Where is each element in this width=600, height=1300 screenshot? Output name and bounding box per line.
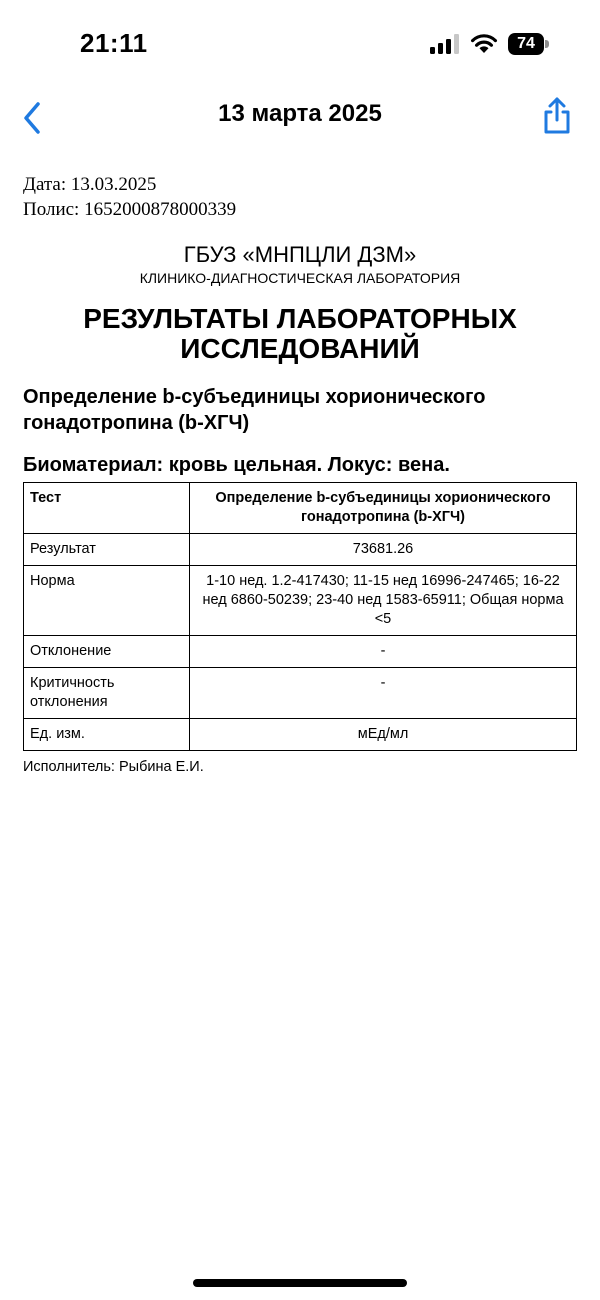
cellular-signal-icon bbox=[430, 34, 460, 54]
table-row-label: Результат bbox=[24, 534, 190, 566]
organization-subtitle: КЛИНИКО-ДИАГНОСТИЧЕСКАЯ ЛАБОРАТОРИЯ bbox=[139, 270, 461, 286]
table-row-result bbox=[24, 534, 577, 566]
table-row-value: - bbox=[190, 668, 577, 719]
table-row-criticality bbox=[24, 668, 577, 719]
policy-number: Полис: 1652000878000339 bbox=[23, 199, 237, 220]
table-row-value: 73681.26 bbox=[190, 534, 577, 566]
home-indicator[interactable] bbox=[193, 1279, 407, 1287]
executor-name: Исполнитель: Рыбина Е.И. bbox=[23, 759, 204, 775]
table-row-label: Норма bbox=[24, 566, 190, 636]
status-bar bbox=[0, 0, 600, 90]
battery-indicator: 74 bbox=[508, 33, 544, 55]
results-table bbox=[23, 482, 577, 751]
table-row-value: 1-10 нед. 1.2-417430; 11-15 нед 16996-247465; 16-22 нед 6860-50239; 23-40 нед 1583-65911; Общая норма <5 bbox=[190, 566, 577, 636]
battery-cap bbox=[545, 40, 549, 48]
report-date: Дата: 13.03.2025 bbox=[23, 174, 157, 195]
table-row-deviation bbox=[24, 636, 577, 668]
report-heading: РЕЗУЛЬТАТЫ ЛАБОРАТОРНЫХ ИССЛЕДОВАНИЙ bbox=[83, 303, 517, 364]
table-header-label: Тест bbox=[24, 483, 190, 534]
table-row-units bbox=[24, 719, 577, 751]
biomaterial-info: Биоматериал: кровь цельная. Локус: вена. bbox=[23, 454, 450, 476]
table-row-norm bbox=[24, 566, 577, 636]
table-row-label: Критичность отклонения bbox=[24, 668, 190, 719]
table-row-label: Отклонение bbox=[24, 636, 190, 668]
lab-report-document bbox=[23, 172, 577, 777]
table-row-value: - bbox=[190, 636, 577, 668]
navigation-bar bbox=[0, 92, 600, 142]
table-row-value: мЕд/мл bbox=[190, 719, 577, 751]
table-header-value: Определение b-субъединицы хорионического гонадотропина (b-ХГЧ) bbox=[190, 483, 577, 534]
table-header-row bbox=[24, 483, 577, 534]
test-title: Определение b-субъединицы хорионического гонадотропина (b-ХГЧ) bbox=[23, 386, 486, 434]
table-row-label: Ед. изм. bbox=[24, 719, 190, 751]
nav-title: 13 марта 2025 bbox=[218, 100, 382, 127]
status-time: 21:11 bbox=[80, 28, 148, 58]
share-button[interactable] bbox=[540, 96, 574, 136]
share-icon bbox=[540, 96, 574, 136]
wifi-icon bbox=[470, 32, 498, 54]
organization-name: ГБУЗ «МНПЦЛИ ДЗМ» bbox=[183, 242, 417, 267]
